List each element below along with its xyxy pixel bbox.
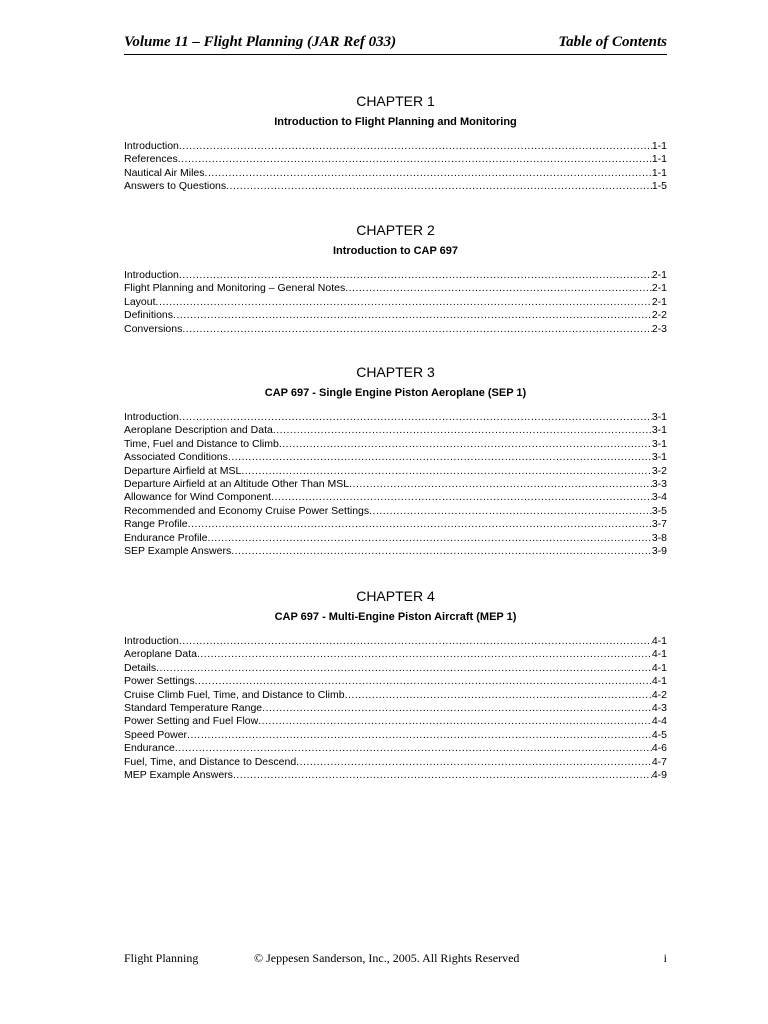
dot-leader xyxy=(188,518,652,531)
dot-leader xyxy=(279,438,652,451)
toc-entry[interactable] xyxy=(124,478,667,491)
dot-leader xyxy=(258,715,652,728)
toc-entry-page: 3-8 xyxy=(651,531,667,544)
toc-entry[interactable] xyxy=(124,545,667,558)
toc-entry-page: 3-1 xyxy=(651,437,667,450)
toc-entry-label: Cruise Climb Fuel, Time, and Distance to Climb xyxy=(124,688,345,701)
toc-entry-page: 4-4 xyxy=(651,715,667,728)
toc-entry[interactable] xyxy=(124,153,667,166)
dot-leader xyxy=(156,662,652,675)
dot-leader xyxy=(182,323,651,336)
dot-leader xyxy=(175,742,652,755)
toc-entry-page: 3-7 xyxy=(651,518,667,531)
toc-entry-list xyxy=(124,140,667,194)
toc-entry[interactable] xyxy=(124,648,667,661)
dot-leader xyxy=(262,702,652,715)
dot-leader xyxy=(205,167,652,180)
toc-entry[interactable] xyxy=(124,769,667,782)
header-volume-title: Volume 11 – Flight Planning (JAR Ref 033) xyxy=(124,34,397,50)
dot-leader xyxy=(273,424,652,437)
toc-entry-page: 3-1 xyxy=(651,451,667,464)
toc-entry[interactable] xyxy=(124,715,667,728)
dot-leader xyxy=(179,269,652,282)
dot-leader xyxy=(233,769,652,782)
dot-leader xyxy=(241,465,652,478)
toc-entry[interactable] xyxy=(124,167,667,180)
dot-leader xyxy=(179,411,652,424)
toc-entry-label: Aeroplane Data xyxy=(124,648,197,661)
dot-leader xyxy=(207,532,651,545)
dot-leader xyxy=(187,729,652,742)
toc-entry-page: 1-1 xyxy=(651,153,667,166)
toc-entry[interactable] xyxy=(124,505,667,518)
toc-entry-page: 4-1 xyxy=(651,675,667,688)
dot-leader xyxy=(369,505,652,518)
toc-entry-label: Standard Temperature Range xyxy=(124,701,263,714)
toc-entry-page: 1-1 xyxy=(651,166,667,179)
footer-page-number: i xyxy=(663,951,667,965)
toc-entry-page: 2-1 xyxy=(651,295,667,308)
toc-entry-label: Definitions xyxy=(124,309,174,322)
toc-entry-page: 3-3 xyxy=(651,477,667,490)
dot-leader xyxy=(178,153,652,166)
toc-entry-page: 1-5 xyxy=(651,180,667,193)
toc-entry-label: Answers to Questions xyxy=(124,180,227,193)
toc-entry[interactable] xyxy=(124,282,667,295)
chapter-subtitle: Introduction to CAP 697 xyxy=(332,245,459,257)
chapter-1-section xyxy=(124,92,667,194)
toc-entry-label: Fuel, Time, and Distance to Descend xyxy=(124,755,297,768)
dot-leader xyxy=(228,451,652,464)
toc-entry-page: 3-9 xyxy=(651,544,667,557)
toc-entry-label: Recommended and Economy Cruise Power Settings xyxy=(124,504,370,517)
dot-leader xyxy=(345,689,652,702)
toc-entry[interactable] xyxy=(124,465,667,478)
toc-entry-page: 2-1 xyxy=(651,282,667,295)
toc-entry-page: 2-3 xyxy=(651,322,667,335)
toc-entry-page: 4-5 xyxy=(651,728,667,741)
toc-entry-label: Details xyxy=(124,661,157,674)
toc-entry[interactable] xyxy=(124,689,667,702)
footer-copyright: © Jeppesen Sanderson, Inc., 2005. All Rights Reserved xyxy=(254,951,520,965)
toc-entry-label: Range Profile xyxy=(124,518,188,531)
toc-entry-page: 3-1 xyxy=(651,424,667,437)
toc-entry[interactable] xyxy=(124,635,667,648)
toc-entry-label: Speed Power xyxy=(124,728,188,741)
toc-entry-list xyxy=(124,635,667,782)
toc-entry[interactable] xyxy=(124,756,667,769)
toc-entry-page: 3-2 xyxy=(651,464,667,477)
toc-entry[interactable] xyxy=(124,296,667,309)
toc-entry-page: 3-4 xyxy=(651,491,667,504)
toc-entry-label: Conversions xyxy=(124,322,183,335)
toc-entry-label: Power Settings xyxy=(124,675,195,688)
toc-entry-label: Power Setting and Fuel Flow xyxy=(124,715,259,728)
chapter-heading: CHAPTER 4 xyxy=(356,588,435,604)
toc-entry-label: Layout xyxy=(124,295,156,308)
toc-entry-label: Departure Airfield at an Altitude Other Than MSL xyxy=(124,477,350,490)
toc-entry[interactable] xyxy=(124,411,667,424)
toc-entry-label: Introduction xyxy=(124,269,179,281)
toc-entry-label: Endurance xyxy=(124,742,175,755)
chapter-heading: CHAPTER 1 xyxy=(356,93,435,109)
toc-entry[interactable] xyxy=(124,323,667,336)
dot-leader xyxy=(173,309,652,322)
page-footer xyxy=(124,951,667,966)
toc-entry[interactable] xyxy=(124,309,667,322)
toc-entry-label: Aeroplane Description and Data xyxy=(124,424,273,437)
toc-entry-label: Flight Planning and Monitoring – General Notes xyxy=(124,282,346,295)
toc-entry[interactable] xyxy=(124,140,667,153)
dot-leader xyxy=(179,635,652,648)
toc-entry-label: MEP Example Answers xyxy=(124,768,233,781)
toc-entry-page: 4-3 xyxy=(651,701,667,714)
toc-entry[interactable] xyxy=(124,532,667,545)
toc-entry[interactable] xyxy=(124,729,667,742)
toc-entry-label: Endurance Profile xyxy=(124,531,208,544)
toc-entry-label: Allowance for Wind Component xyxy=(124,491,272,504)
toc-entry-label: Introduction xyxy=(124,635,179,647)
toc-entry[interactable] xyxy=(124,702,667,715)
page-header xyxy=(124,34,667,55)
toc-entry-page: 4-1 xyxy=(651,661,667,674)
toc-entry-label: References xyxy=(124,153,178,166)
toc-entry-label: Departure Airfield at MSL xyxy=(124,464,242,477)
dot-leader xyxy=(231,545,652,558)
toc-entry-page: 4-1 xyxy=(651,635,667,647)
dot-leader xyxy=(349,478,652,491)
toc-entry-list xyxy=(124,269,667,336)
chapter-subtitle: CAP 697 - Multi-Engine Piston Aircraft (MEP 1) xyxy=(274,611,517,623)
dot-leader xyxy=(156,296,652,309)
chapter-subtitle: Introduction to Flight Planning and Monitoring xyxy=(274,116,517,128)
toc-entry-page: 4-6 xyxy=(651,742,667,755)
toc-entry-page: 2-2 xyxy=(651,309,667,322)
toc-entry-page: 4-2 xyxy=(651,688,667,701)
toc-entry-label: Introduction xyxy=(124,411,179,423)
toc-entry-label: Nautical Air Miles xyxy=(124,166,205,179)
toc-entry-page: 4-1 xyxy=(651,648,667,661)
chapter-heading: CHAPTER 3 xyxy=(356,364,435,380)
dot-leader xyxy=(296,756,652,769)
toc-entry[interactable] xyxy=(124,438,667,451)
toc-entry[interactable] xyxy=(124,491,667,504)
dot-leader xyxy=(195,675,652,688)
toc-entry-page: 3-1 xyxy=(651,411,667,423)
header-section-title: Table of Contents xyxy=(558,34,667,50)
toc-entry-page: 3-5 xyxy=(651,504,667,517)
toc-entry-label: Associated Conditions xyxy=(124,451,228,464)
dot-leader xyxy=(271,491,652,504)
chapter-subtitle: CAP 697 - Single Engine Piston Aeroplane (SEP 1) xyxy=(264,387,527,399)
toc-entry-label: SEP Example Answers xyxy=(124,544,232,557)
toc-entry-label: Introduction xyxy=(124,140,179,152)
toc-entry-page: 4-7 xyxy=(651,755,667,768)
toc-entry[interactable] xyxy=(124,424,667,437)
toc-entry[interactable] xyxy=(124,180,667,193)
toc-entry[interactable] xyxy=(124,675,667,688)
dot-leader xyxy=(345,282,652,295)
toc-entry[interactable] xyxy=(124,269,667,282)
chapter-heading: CHAPTER 2 xyxy=(356,222,435,238)
chapter-4-section xyxy=(124,587,667,782)
toc-entry[interactable] xyxy=(124,662,667,675)
toc-entry-page: 1-1 xyxy=(651,140,667,152)
toc-entry[interactable] xyxy=(124,742,667,755)
chapter-2-section xyxy=(124,221,667,336)
toc-entry-label: Time, Fuel and Distance to Climb xyxy=(124,437,279,450)
dot-leader xyxy=(197,648,652,661)
dot-leader xyxy=(179,140,652,153)
toc-entry-page: 2-1 xyxy=(651,269,667,281)
toc-entry[interactable] xyxy=(124,451,667,464)
toc-entry-list xyxy=(124,411,667,558)
dot-leader xyxy=(226,180,652,193)
chapter-3-section xyxy=(124,363,667,558)
footer-subject: Flight Planning xyxy=(124,951,199,965)
toc-entry-page: 4-9 xyxy=(651,768,667,781)
toc-entry[interactable] xyxy=(124,518,667,531)
